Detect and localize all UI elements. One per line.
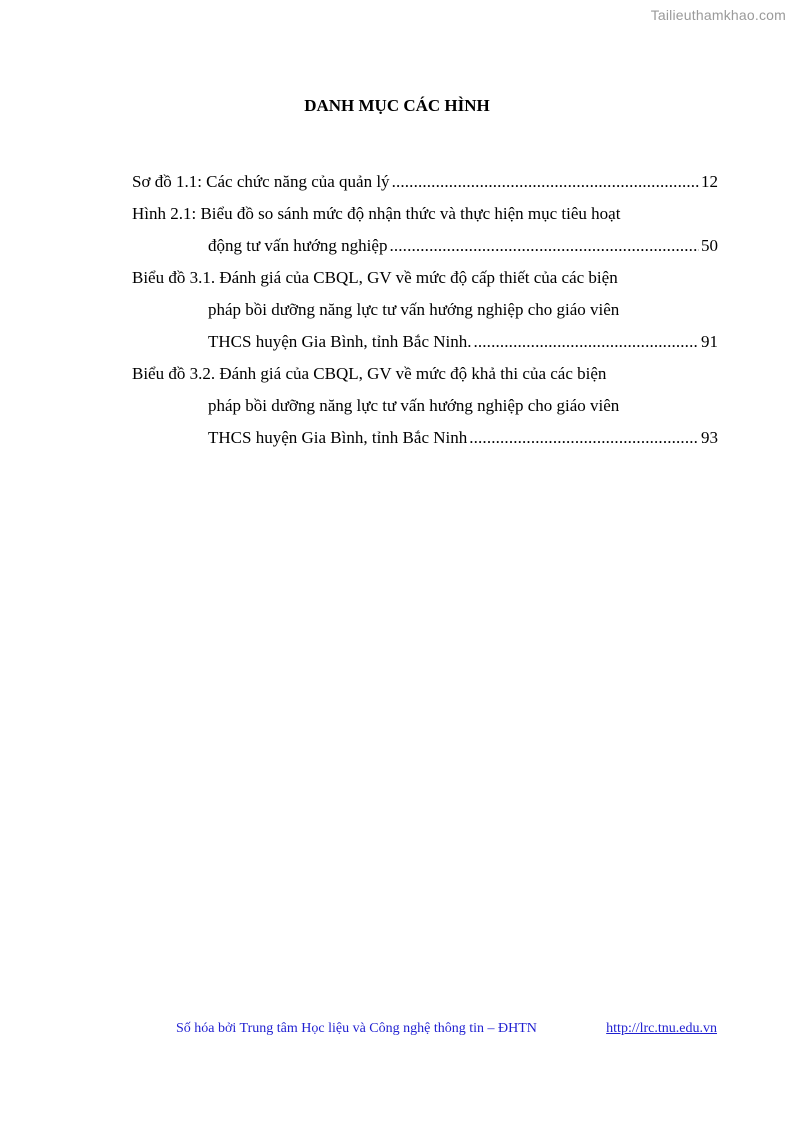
toc-page-number: 12: [701, 172, 718, 191]
page-title: DANH MỤC CÁC HÌNH: [304, 96, 490, 115]
dot-leader: [392, 169, 699, 195]
toc-entry-text: THCS huyện Gia Bình, tỉnh Bắc Ninh: [208, 428, 468, 447]
toc-entry[interactable]: [132, 201, 718, 233]
figure-list: [132, 169, 718, 457]
toc-entry-text: động tư vấn hướng nghiệp: [208, 236, 388, 255]
toc-page-number: 93: [701, 428, 718, 447]
toc-entry-text: pháp bồi dưỡng năng lực tư vấn hướng nghiệp cho giáo viên: [208, 300, 620, 319]
footer-credit: Số hóa bởi Trung tâm Học liệu và Công nghệ thông tin – ĐHTN: [176, 1021, 537, 1036]
toc-entry-continuation[interactable]: [132, 297, 718, 329]
toc-entry-text: THCS huyện Gia Bình, tỉnh Bắc Ninh.: [208, 332, 472, 351]
dot-leader: [389, 233, 699, 259]
toc-entry[interactable]: [132, 361, 718, 393]
toc-entry-text: pháp bồi dưỡng năng lực tư vấn hướng nghiệp cho giáo viên: [208, 396, 620, 415]
dot-leader: [469, 425, 699, 451]
toc-page-number: 50: [701, 236, 718, 255]
toc-entry-continuation[interactable]: [132, 329, 718, 361]
footer-link[interactable]: http://lrc.tnu.edu.vn: [606, 1021, 717, 1036]
toc-page-number: 91: [701, 332, 718, 351]
toc-entry-text: Hình 2.1: Biểu đồ so sánh mức độ nhận thức và thực hiện mục tiêu hoạt: [132, 204, 621, 223]
toc-entry-continuation[interactable]: [132, 425, 718, 457]
page-footer: [176, 1021, 717, 1037]
toc-entry-continuation[interactable]: [132, 393, 718, 425]
toc-entry-continuation[interactable]: [132, 233, 718, 265]
dot-leader: [473, 329, 699, 355]
toc-entry-text: Biểu đồ 3.2. Đánh giá của CBQL, GV về mức độ khả thi của các biện: [132, 364, 607, 383]
toc-entry[interactable]: [132, 169, 718, 201]
toc-entry[interactable]: [132, 265, 718, 297]
toc-entry-text: Sơ đồ 1.1: Các chức năng của quản lý: [132, 172, 390, 191]
watermark: Tailieuthamkhao.com: [650, 7, 786, 23]
toc-entry-text: Biểu đồ 3.1. Đánh giá của CBQL, GV về mức độ cấp thiết của các biện: [132, 268, 618, 287]
